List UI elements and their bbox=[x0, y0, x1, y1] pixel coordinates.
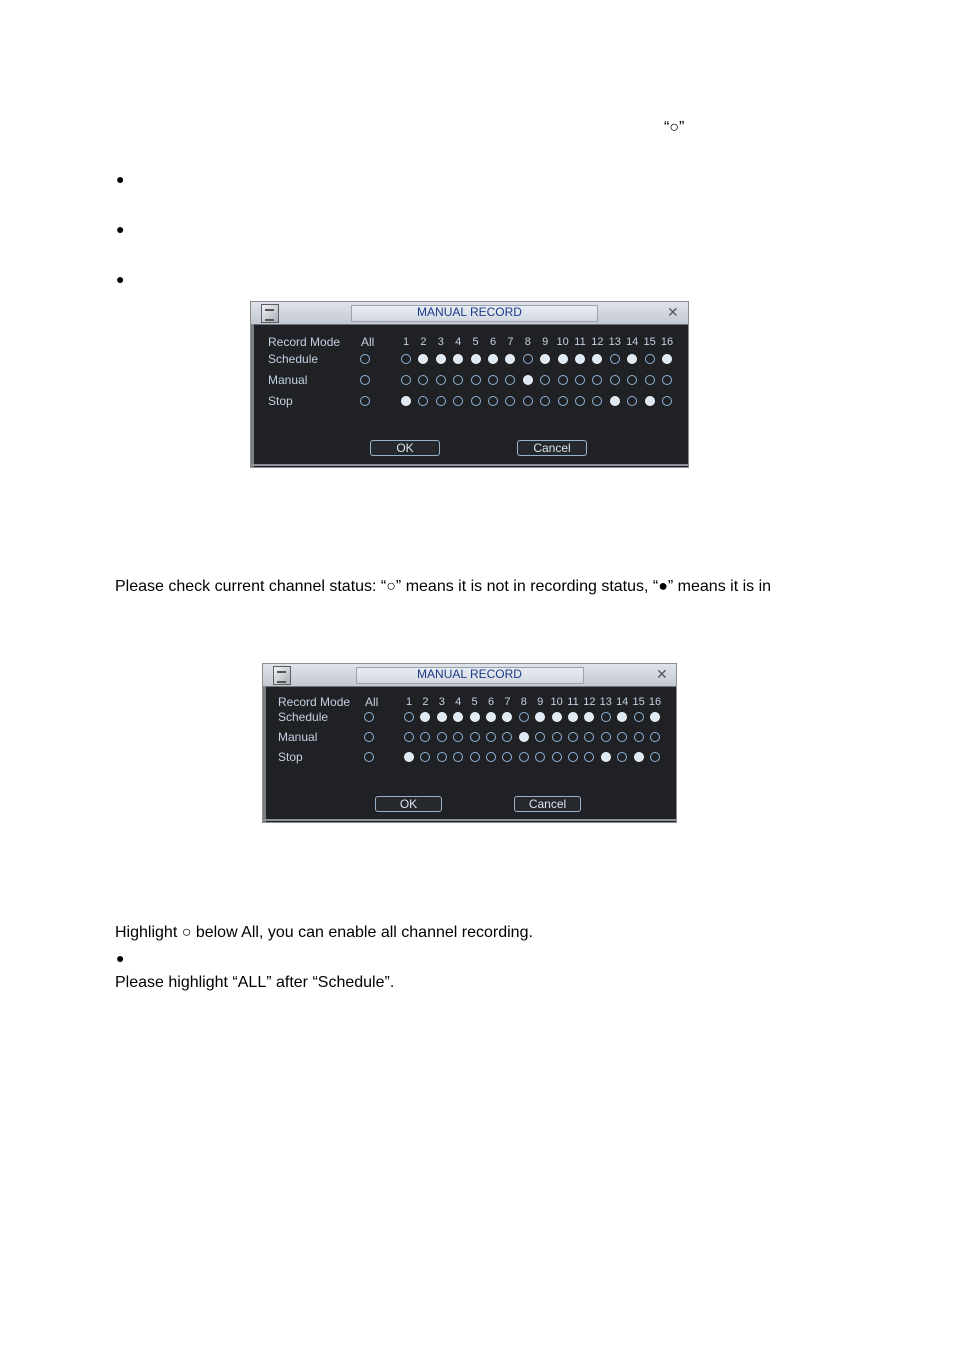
manual-channel-7-radio[interactable] bbox=[505, 375, 515, 385]
manual-record-dialog-2 bbox=[262, 663, 677, 823]
manual-channel-6-radio[interactable] bbox=[486, 732, 496, 742]
channel-number-9: 9 bbox=[542, 336, 549, 348]
schedule-channel-4-radio[interactable] bbox=[453, 354, 463, 364]
schedule-channel-15-radio[interactable] bbox=[645, 354, 655, 364]
frame-bottom-edge bbox=[251, 464, 688, 466]
record-mode-label: Record Mode bbox=[268, 335, 341, 349]
channel-number-12: 12 bbox=[583, 696, 596, 708]
bullet-1: ● bbox=[116, 171, 125, 187]
stop-channel-1-radio[interactable] bbox=[404, 752, 414, 762]
dialog-title: MANUAL RECORD bbox=[417, 305, 522, 319]
manual-channel-14-radio[interactable] bbox=[617, 732, 627, 742]
schedule-channel-10-radio[interactable] bbox=[558, 354, 568, 364]
dialog-title: MANUAL RECORD bbox=[417, 667, 522, 681]
manual-channel-13-radio[interactable] bbox=[610, 375, 620, 385]
channel-number-7: 7 bbox=[507, 336, 514, 348]
schedule-channel-4-radio[interactable] bbox=[453, 712, 463, 722]
channel-number-10: 10 bbox=[550, 696, 563, 708]
channel-number-12: 12 bbox=[591, 336, 604, 348]
stop-channel-15-radio[interactable] bbox=[634, 752, 644, 762]
schedule-channel-12-radio[interactable] bbox=[592, 354, 602, 364]
channel-number-9: 9 bbox=[537, 696, 544, 708]
manual-channel-11-radio[interactable] bbox=[575, 375, 585, 385]
schedule-channel-1-radio[interactable] bbox=[401, 354, 411, 364]
manual-channel-2-radio[interactable] bbox=[420, 732, 430, 742]
cancel-button[interactable]: Cancel bbox=[517, 440, 587, 456]
schedule-row-label: Schedule bbox=[268, 352, 319, 366]
channel-number-13: 13 bbox=[599, 696, 612, 708]
schedule-all-radio[interactable] bbox=[360, 354, 370, 364]
manual-channel-4-radio[interactable] bbox=[453, 732, 463, 742]
channel-number-4: 4 bbox=[455, 696, 462, 708]
schedule-channel-3-radio[interactable] bbox=[437, 712, 447, 722]
schedule-channel-11-radio[interactable] bbox=[575, 354, 585, 364]
stop-channel-1-radio[interactable] bbox=[401, 396, 411, 406]
schedule-row-label: Schedule bbox=[278, 710, 329, 724]
manual-channel-15-radio[interactable] bbox=[645, 375, 655, 385]
stop-channel-7-radio[interactable] bbox=[502, 752, 512, 762]
manual-channel-5-radio[interactable] bbox=[470, 732, 480, 742]
all-label: All bbox=[365, 695, 379, 709]
manual-record-dialog-1 bbox=[250, 301, 689, 468]
manual-channel-12-radio[interactable] bbox=[584, 732, 594, 742]
stop-channel-11-radio[interactable] bbox=[568, 752, 578, 762]
stop-all-radio[interactable] bbox=[364, 752, 374, 762]
schedule-channel-1-radio[interactable] bbox=[404, 712, 414, 722]
manual-channel-15-radio[interactable] bbox=[634, 732, 644, 742]
channel-number-8: 8 bbox=[520, 696, 527, 708]
schedule-channel-15-radio[interactable] bbox=[634, 712, 644, 722]
schedule-channel-12-radio[interactable] bbox=[584, 712, 594, 722]
schedule-channel-16-radio[interactable] bbox=[650, 712, 660, 722]
channel-number-11: 11 bbox=[567, 696, 579, 708]
stop-channel-4-radio[interactable] bbox=[453, 396, 463, 406]
channel-number-13: 13 bbox=[608, 336, 621, 348]
stop-channel-3-radio[interactable] bbox=[437, 752, 447, 762]
channel-number-1: 1 bbox=[402, 336, 410, 348]
manual-channel-4-radio[interactable] bbox=[453, 375, 463, 385]
channel-number-1: 1 bbox=[405, 696, 413, 708]
stop-channel-13-radio[interactable] bbox=[610, 396, 620, 406]
manual-channel-2-radio[interactable] bbox=[418, 375, 428, 385]
bullet-4: ● bbox=[116, 950, 125, 966]
stop-channel-3-radio[interactable] bbox=[436, 396, 446, 406]
channel-number-2: 2 bbox=[422, 696, 429, 708]
stop-channel-8-radio[interactable] bbox=[523, 396, 533, 406]
stop-row-label: Stop bbox=[268, 394, 293, 408]
stop-channel-5-radio[interactable] bbox=[471, 396, 481, 406]
stop-channel-2-radio[interactable] bbox=[418, 396, 428, 406]
channel-number-8: 8 bbox=[524, 336, 531, 348]
schedule-channel-6-radio[interactable] bbox=[486, 712, 496, 722]
stop-channel-9-radio[interactable] bbox=[540, 396, 550, 406]
bullet-2: ● bbox=[116, 221, 125, 237]
channel-number-16: 16 bbox=[648, 696, 662, 708]
manual-channel-16-radio[interactable] bbox=[650, 732, 660, 742]
schedule-channel-9-radio[interactable] bbox=[535, 712, 545, 722]
manual-channel-5-radio[interactable] bbox=[471, 375, 481, 385]
stop-channel-7-radio[interactable] bbox=[505, 396, 515, 406]
frame-left-edge bbox=[251, 324, 254, 467]
schedule-channel-11-radio[interactable] bbox=[568, 712, 578, 722]
manual-channel-6-radio[interactable] bbox=[488, 375, 498, 385]
schedule-all-radio[interactable] bbox=[364, 712, 374, 722]
schedule-channel-5-radio[interactable] bbox=[471, 354, 481, 364]
manual-channel-8-radio[interactable] bbox=[523, 375, 533, 385]
close-icon[interactable]: ✕ bbox=[667, 304, 679, 320]
frame-bottom-edge bbox=[263, 819, 676, 821]
schedule-channel-3-radio[interactable] bbox=[436, 354, 446, 364]
frame-left-edge bbox=[263, 686, 266, 822]
channel-number-6: 6 bbox=[489, 336, 497, 348]
status-line: Please check current channel status: “○” means it is not in recording status, “●” means it is in bbox=[115, 578, 772, 595]
stop-channel-14-radio[interactable] bbox=[617, 752, 627, 762]
manual-all-radio[interactable] bbox=[360, 375, 370, 385]
schedule-channel-10-radio[interactable] bbox=[552, 712, 562, 722]
schedule-channel-14-radio[interactable] bbox=[617, 712, 627, 722]
schedule-channel-13-radio[interactable] bbox=[610, 354, 620, 364]
manual-channel-3-radio[interactable] bbox=[437, 732, 447, 742]
stop-channel-11-radio[interactable] bbox=[575, 396, 585, 406]
schedule-channel-2-radio[interactable] bbox=[418, 354, 428, 364]
schedule-channel-5-radio[interactable] bbox=[470, 712, 480, 722]
manual-channel-1-radio[interactable] bbox=[401, 375, 411, 385]
stop-row-label: Stop bbox=[278, 750, 303, 764]
manual-row-label: Manual bbox=[278, 730, 318, 744]
ok-button[interactable]: OK bbox=[370, 440, 440, 456]
title-bar bbox=[263, 664, 676, 687]
bullet-3: ● bbox=[116, 271, 125, 287]
channel-number-5: 5 bbox=[472, 336, 479, 348]
schedule-channel-9-radio[interactable] bbox=[540, 354, 550, 364]
manual-channel-16-radio[interactable] bbox=[662, 375, 672, 385]
stop-channel-10-radio[interactable] bbox=[552, 752, 562, 762]
manual-row-label: Manual bbox=[268, 373, 308, 387]
stop-channel-9-radio[interactable] bbox=[535, 752, 545, 762]
manual-channel-1-radio[interactable] bbox=[404, 732, 414, 742]
schedule-channel-6-radio[interactable] bbox=[488, 354, 498, 364]
manual-all-radio[interactable] bbox=[364, 732, 374, 742]
channel-number-14: 14 bbox=[616, 696, 629, 708]
channel-number-15: 15 bbox=[632, 696, 645, 708]
stop-channel-2-radio[interactable] bbox=[420, 752, 430, 762]
title-bar bbox=[251, 302, 688, 325]
top-note: “○” bbox=[664, 119, 685, 136]
stop-all-radio[interactable] bbox=[360, 396, 370, 406]
schedule-channel-16-radio[interactable] bbox=[662, 354, 672, 364]
schedule-channel-8-radio[interactable] bbox=[519, 712, 529, 722]
stop-channel-4-radio[interactable] bbox=[453, 752, 463, 762]
manual-channel-12-radio[interactable] bbox=[592, 375, 602, 385]
channel-number-3: 3 bbox=[437, 336, 444, 348]
stop-channel-14-radio[interactable] bbox=[627, 396, 637, 406]
manual-channel-11-radio[interactable] bbox=[568, 732, 578, 742]
stop-channel-13-radio[interactable] bbox=[601, 752, 611, 762]
stop-channel-16-radio[interactable] bbox=[650, 752, 660, 762]
manual-channel-9-radio[interactable] bbox=[540, 375, 550, 385]
channel-number-15: 15 bbox=[643, 336, 656, 348]
channel-number-4: 4 bbox=[455, 336, 462, 348]
stop-channel-8-radio[interactable] bbox=[519, 752, 529, 762]
close-icon[interactable]: ✕ bbox=[656, 666, 668, 682]
channel-number-10: 10 bbox=[556, 336, 569, 348]
record-mode-label: Record Mode bbox=[278, 695, 351, 709]
schedule-channel-7-radio[interactable] bbox=[502, 712, 512, 722]
stop-channel-5-radio[interactable] bbox=[470, 752, 480, 762]
all-label: All bbox=[361, 335, 375, 349]
manual-channel-7-radio[interactable] bbox=[502, 732, 512, 742]
schedule-line: Please highlight “ALL” after “Schedule”. bbox=[115, 974, 395, 991]
stop-channel-10-radio[interactable] bbox=[558, 396, 568, 406]
manual-channel-10-radio[interactable] bbox=[552, 732, 562, 742]
manual-channel-8-radio[interactable] bbox=[519, 732, 529, 742]
stop-channel-6-radio[interactable] bbox=[486, 752, 496, 762]
channel-number-14: 14 bbox=[626, 336, 639, 348]
manual-channel-14-radio[interactable] bbox=[627, 375, 637, 385]
manual-channel-10-radio[interactable] bbox=[558, 375, 568, 385]
schedule-channel-13-radio[interactable] bbox=[601, 712, 611, 722]
schedule-channel-14-radio[interactable] bbox=[627, 354, 637, 364]
channel-number-2: 2 bbox=[420, 336, 427, 348]
stop-channel-6-radio[interactable] bbox=[488, 396, 498, 406]
manual-channel-9-radio[interactable] bbox=[535, 732, 545, 742]
channel-number-16: 16 bbox=[660, 336, 674, 348]
manual-channel-3-radio[interactable] bbox=[436, 375, 446, 385]
channel-number-6: 6 bbox=[487, 696, 495, 708]
schedule-channel-7-radio[interactable] bbox=[505, 354, 515, 364]
channel-number-5: 5 bbox=[471, 696, 478, 708]
stop-channel-12-radio[interactable] bbox=[584, 752, 594, 762]
channel-number-11: 11 bbox=[574, 336, 586, 348]
stop-channel-15-radio[interactable] bbox=[645, 396, 655, 406]
ok-button[interactable]: OK bbox=[375, 796, 442, 812]
all-line: Highlight ○ below All, you can enable all channel recording. bbox=[115, 924, 533, 941]
stop-channel-12-radio[interactable] bbox=[592, 396, 602, 406]
stop-channel-16-radio[interactable] bbox=[662, 396, 672, 406]
manual-channel-13-radio[interactable] bbox=[601, 732, 611, 742]
channel-number-3: 3 bbox=[438, 696, 445, 708]
channel-number-7: 7 bbox=[504, 696, 511, 708]
cancel-button[interactable]: Cancel bbox=[514, 796, 581, 812]
schedule-channel-8-radio[interactable] bbox=[523, 354, 533, 364]
schedule-channel-2-radio[interactable] bbox=[420, 712, 430, 722]
